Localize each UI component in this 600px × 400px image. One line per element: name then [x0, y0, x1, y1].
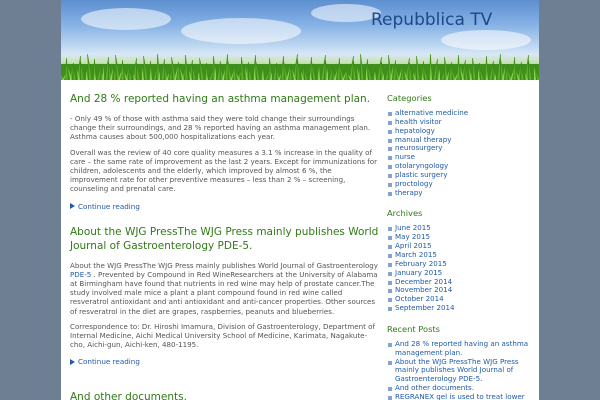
archive-link[interactable]: January 2015 — [387, 269, 533, 278]
archive-link[interactable]: June 2015 — [387, 224, 533, 233]
recent-post-link[interactable]: And other documents. — [387, 384, 533, 393]
site-header — [61, 0, 539, 80]
arrow-right-icon — [70, 203, 75, 209]
recent-post-link[interactable]: And 28 % reported having an asthma management plan. — [387, 340, 533, 358]
category-link[interactable]: neurosurgery — [387, 144, 533, 153]
pde5-link[interactable]: PDE-5 — [70, 269, 92, 279]
post-excerpt: Overall was the review of 40 core quality measures a 3.1 % increase in the quality of care – the same rate of improvement as the last 2 years. Except for immunizations for children, adolescents and the elderly, which improved by almost 6 %, the improvement rate for other preventive measures – less than 2 % – screening, counseling and prenatal care. — [70, 147, 378, 194]
page — [61, 0, 539, 400]
widget-title: Recent Posts — [387, 323, 440, 334]
continue-reading-label: Continue reading — [78, 201, 140, 211]
sidebar — [387, 93, 533, 400]
category-link[interactable]: health visitor — [387, 118, 533, 127]
site-title[interactable]: Repubblica TV — [371, 10, 493, 30]
archive-link[interactable]: December 2014 — [387, 278, 533, 287]
archive-link[interactable]: April 2015 — [387, 242, 533, 251]
widget-title: Categories — [387, 93, 432, 103]
post-excerpt: - Only 49 % of those with asthma said they were told change their surroundings change their surroundings, and 28 % reported having an asthma management plan. Asthma causes about 500,000 hospitalizations each year. — [70, 114, 371, 142]
category-link[interactable]: therapy — [387, 189, 533, 198]
text-after-link: . Prevented by Compound in Red WineResearchers at the University of Alabama at Birmingham have found that nutrients in red wine may help of prostate cancer.The study involved male mice a plant a plant compound found in red wine called resveratrol antioxidant and anti antioxidant and anti-cancer properties. Other sources of resveratrol in the diet are grapes, raspberries, peanuts and blueberries. — [70, 269, 378, 316]
grass-banner — [61, 44, 539, 80]
continue-reading-link[interactable] — [70, 202, 380, 211]
categories-widget — [387, 93, 533, 197]
category-link[interactable]: otolaryngology — [387, 162, 533, 171]
category-link[interactable]: plastic surgery — [387, 171, 533, 180]
category-link[interactable]: nurse — [387, 153, 533, 162]
continue-reading-label: Continue reading — [78, 357, 140, 367]
archive-link-list — [387, 224, 533, 312]
archive-link[interactable]: November 2014 — [387, 286, 533, 295]
archive-link[interactable]: March 2015 — [387, 251, 533, 260]
arrow-right-icon — [70, 359, 75, 365]
archives-widget — [387, 208, 533, 312]
continue-reading-link[interactable] — [70, 357, 380, 366]
category-link[interactable]: proctology — [387, 180, 533, 189]
category-link[interactable]: manual therapy — [387, 136, 533, 145]
post-title[interactable]: And other documents. — [70, 391, 187, 400]
text-before-link: About the WJG PressThe WJG Press mainly publishes World Journal of Gastroenterology — [70, 260, 378, 270]
recent-post-link[interactable]: REGRANEX gel is used to treat lower — [387, 393, 533, 400]
archive-link[interactable]: September 2014 — [387, 304, 533, 313]
post — [70, 92, 380, 211]
archive-link[interactable]: February 2015 — [387, 260, 533, 269]
post-correspondence: Correspondence to: Dr. Hiroshi Imamura, Division of Gastroenterology, Department of Internal Medicine, Aichi Medical University School of Medicine, Karimata, Nagakute-cho, Aichi-gun, Aichi-ken, 480-1195. — [70, 321, 376, 350]
post-title[interactable]: And 28 % reported having an asthma management plan. — [70, 93, 371, 105]
post-title[interactable]: About the WJG PressThe WJG Press mainly publishes World Journal of Gastroenterology PDE-5. — [70, 225, 379, 252]
post — [70, 225, 380, 367]
category-link-list — [387, 109, 533, 197]
post-excerpt — [70, 261, 380, 316]
category-link[interactable]: hepatology — [387, 127, 533, 136]
recent-posts-widget — [387, 324, 533, 400]
archive-link[interactable]: May 2015 — [387, 233, 533, 242]
recent-post-link-list — [387, 340, 533, 400]
archive-link[interactable]: October 2014 — [387, 295, 533, 304]
widget-title: Archives — [387, 208, 423, 219]
recent-post-link[interactable]: About the WJG PressThe WJG Press mainly publishes World Journal of Gastroenterology PDE-5. — [387, 358, 533, 385]
category-link[interactable]: alternative medicine — [387, 109, 533, 118]
post — [70, 390, 380, 400]
main-content — [70, 92, 380, 400]
